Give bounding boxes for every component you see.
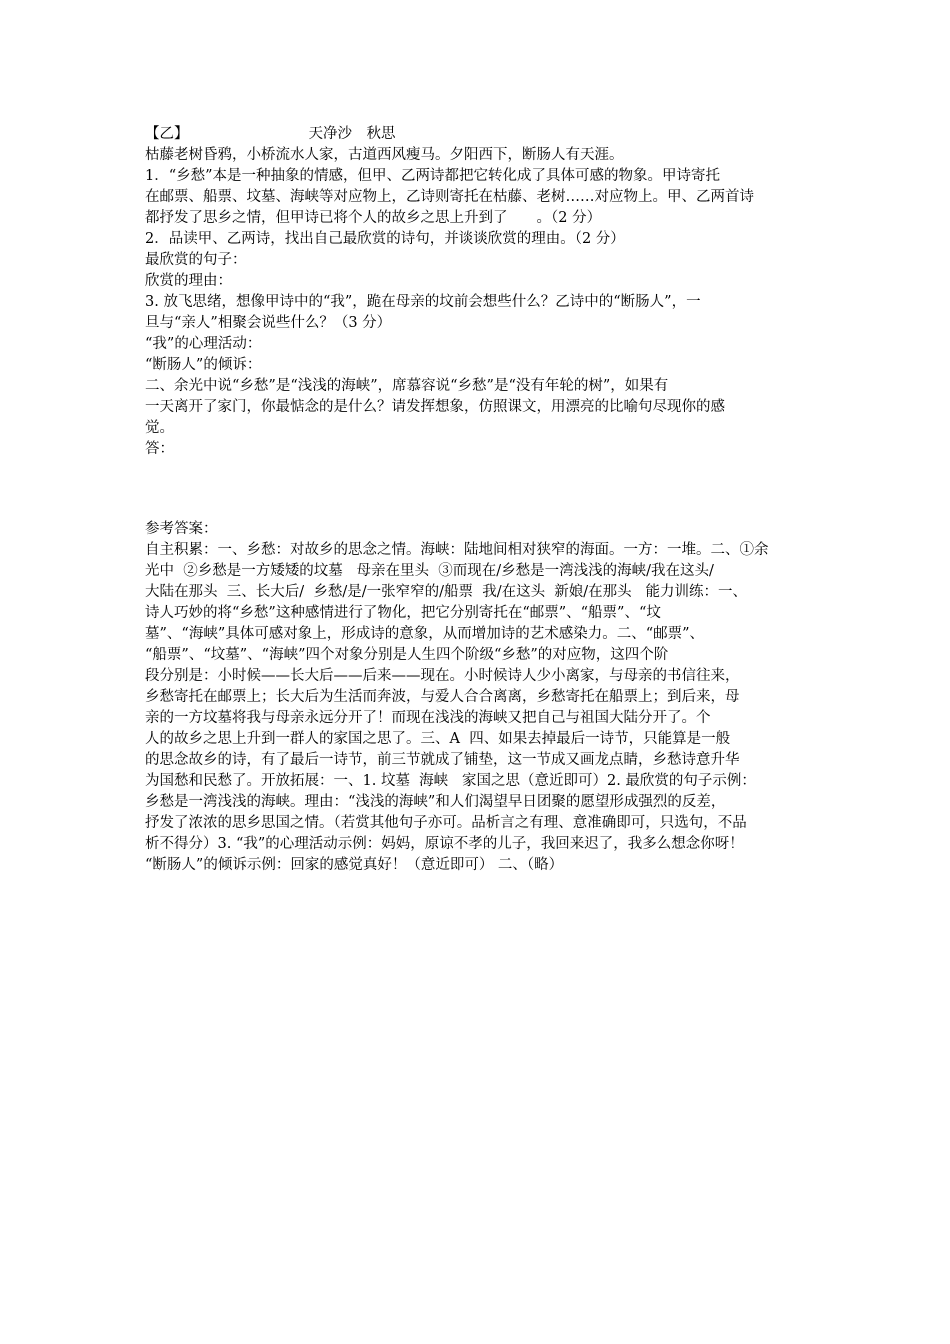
q1-line: 1．“乡愁”本是一种抽象的情感，但甲、乙两诗都把它转化成了具体可感的物象。甲诗寄托 <box>145 168 721 184</box>
reference-line: 诗人巧妙的将“乡愁”这种感情进行了物化，把它分别寄托在“邮票”、“船票”、“坟 <box>145 605 661 621</box>
part2-line: 一天离开了家门，你最惦念的是什么？请发挥想象，仿照课文，用漂亮的比喻句尽现你的感 <box>145 399 725 415</box>
answer-label: 答： <box>145 441 174 457</box>
reference-line: 乡愁是一湾浅浅的海峡。理由：“浅浅的海峡”和人们渴望早日团聚的愿望形成强烈的反差， <box>145 794 726 810</box>
part2-line: 二、余光中说“乡愁”是“浅浅的海峡”，席慕容说“乡愁”是“没有年轮的树”，如果有 <box>145 378 669 394</box>
q2-reason-label: 欣赏的理由： <box>145 273 232 289</box>
q2-sentence-label: 最欣赏的句子： <box>145 252 247 268</box>
q1-line: 都抒发了思乡之情，但甲诗已将个人的故乡之思上升到了 。（2 分） <box>145 210 602 226</box>
reference-line: 的思念故乡的诗，有了最后一诗节，前三节就成了铺垫，这一节成又画龙点睛，乡愁诗意升华 <box>145 752 740 768</box>
reference-title: 参考答案： <box>145 521 218 537</box>
reference-line: 段分别是：小时候——长大后——后来——现在。小时候诗人少小离家，与母亲的书信往来， <box>145 668 740 684</box>
reference-line: 为国愁和民愁了。开放拓展：一、1. 坟墓 海峡 家国之思（意近即可）2. 最欣赏的句子示例： <box>145 773 756 789</box>
document-page <box>145 124 815 876</box>
reference-line: 乡愁寄托在邮票上；长大后为生活而奔波，与爱人合合离离，乡愁寄托在船票上；到后来，母 <box>145 689 740 705</box>
section-b-heading <box>145 124 815 145</box>
reference-line: 大陆在那头 三、长大后/ 乡愁/是/一张窄窄的/船票 我/在这头 新娘/在那头 能力训练：一、 <box>145 584 748 600</box>
reference-line: 析不得分）3. “我”的心理活动示例：妈妈，原谅不孝的儿子，我回来迟了，我多么想念你呀！ <box>145 836 744 852</box>
q3-a-label: “我”的心理活动： <box>145 336 262 352</box>
section-b-label: 【乙】 <box>145 126 189 142</box>
blank-gap <box>145 460 815 519</box>
reference-line: 光中 ②乡愁是一方矮矮的坟墓 母亲在里头 ③而现在/乡愁是一湾浅浅的海峡/我在这头/ <box>145 563 714 579</box>
reference-line: 抒发了浓浓的思乡思国之情。（若赏其他句子亦可。品析言之有理、意准确即可，只选句，不品 <box>145 815 747 831</box>
q3-b-label: “断肠人”的倾诉： <box>145 357 262 373</box>
reference-line: “断肠人”的倾诉示例：回家的感觉真好！（意近即可） 二、（略） <box>145 857 564 873</box>
q3-line: 3. 放飞思绪，想像甲诗中的“我”，跪在母亲的坟前会想些什么？乙诗中的“断肠人”，一 <box>145 294 701 310</box>
poem-title: 天净沙 秋思 <box>308 126 396 142</box>
reference-line: 墓”、“海峡”具体可感对象上，形成诗的意象，从而增加诗的艺术感染力。二、“邮票”、 <box>145 626 705 642</box>
poem-text: 枯藤老树昏鸦，小桥流水人家，古道西风瘦马。夕阳西下，断肠人有天涯。 <box>145 147 624 163</box>
reference-line: “船票”、“坟墓”、“海峡”四个对象分别是人生四个阶级“乡愁”的对应物，这四个阶 <box>145 647 669 663</box>
reference-line: 亲的一方坟墓将我与母亲永远分开了！而现在浅浅的海峡又把自己与祖国大陆分开了。个 <box>145 710 711 726</box>
reference-line: 人的故乡之思上升到一群人的家国之思了。三、A 四、如果去掉最后一诗节，只能算是一般 <box>145 731 731 747</box>
q2-text: 2．品读甲、乙两诗，找出自己最欣赏的诗句，并谈谈欣赏的理由。（2 分） <box>145 231 625 247</box>
q1-line: 在邮票、船票、坟墓、海峡等对应物上，乙诗则寄托在枯藤、老树……对应物上。甲、乙两首诗 <box>145 189 754 205</box>
reference-line: 自主积累：一、乡愁：对故乡的思念之情。海峡：陆地间相对狭窄的海面。一方：一堆。二、①余 <box>145 542 769 558</box>
part2-line: 觉。 <box>145 420 174 436</box>
q3-line: 旦与“亲人”相聚会说些什么？（3 分） <box>145 315 392 331</box>
